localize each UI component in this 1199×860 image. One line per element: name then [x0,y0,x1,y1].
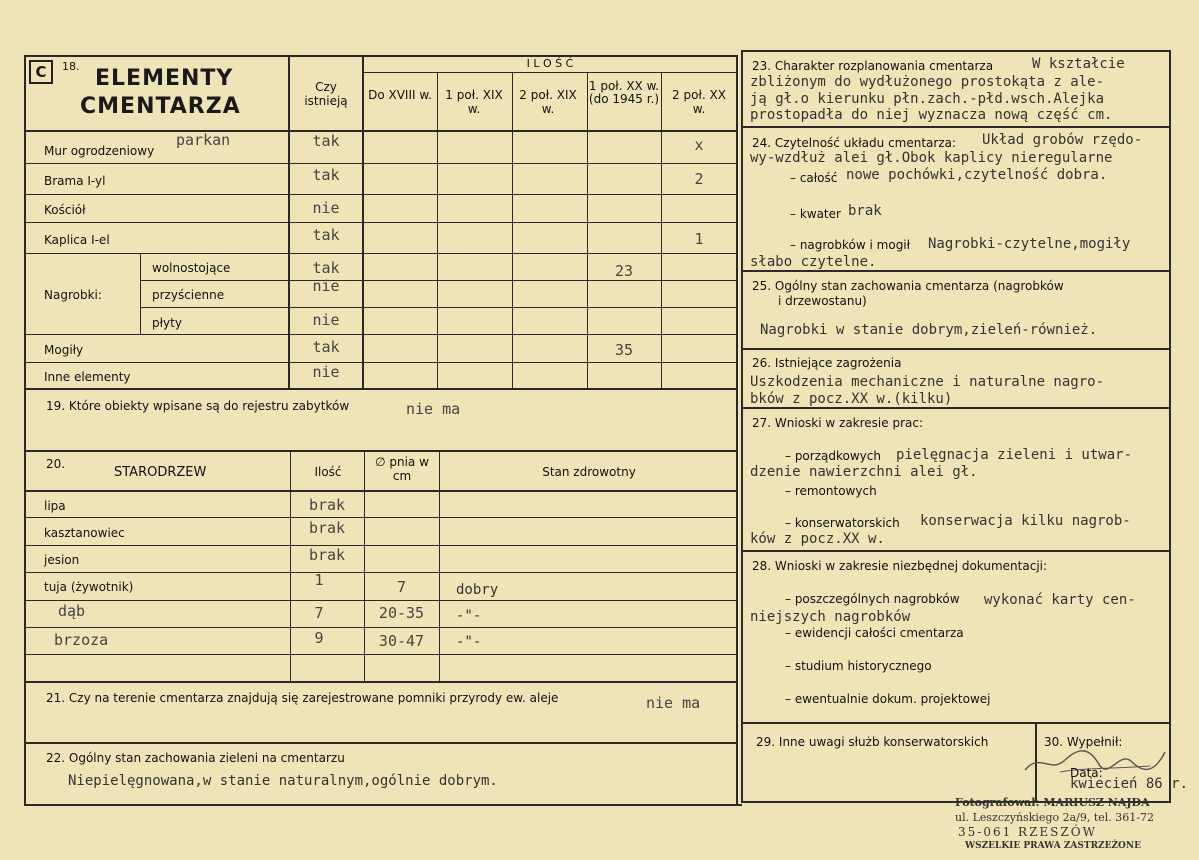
sec30-date-value: kwiecień 86 r. [1070,776,1189,792]
tree-qty: 9 [314,629,324,647]
row-wolnostojace-label: wolnostojące [152,261,231,275]
sec23-value-2: zbliżonym do wydłużonego prostokąta z ale- [750,74,1105,90]
sec28-label: 28. Wnioski w zakresie niezbędnej dokumentacji: [752,559,1048,573]
row-kaplica-label: Kaplica I-el [44,233,110,247]
row-wolnostojace-p4: 23 [614,262,634,280]
sec27-porz-label: – porządkowych [785,449,881,463]
col-exists-header: Czy istnieją [304,80,348,108]
row-mur-note: parkan [176,131,231,149]
row-inne-label: Inne elementy [44,370,131,384]
sec20-number: 20. [46,457,66,471]
row-plyty-label: płyty [152,316,182,330]
row-kosciol-label: Kościół [44,203,86,217]
sec29-label: 29. Inne uwagi służb konserwatorskich [756,735,989,749]
col-diam-header: ∅ pnia w cm [375,455,429,483]
sec21-label: 21. Czy na terenie cmentarza znajdują się zarejestrowane pomniki przyrody ew. aleje [46,691,559,705]
col-health-header: Stan zdrowotny [542,465,636,479]
row-przyscienne-label: przyścienne [152,288,225,302]
sec26-value-1: Uszkodzenia mechaniczne i naturalne nagro- [750,374,1105,390]
row-kaplica-p5: 1 [694,230,704,248]
sec27-kons-label: – konserwatorskich [785,516,900,530]
stamp-line-1: Fotografował: MARIUSZ NAJDA [955,796,1150,809]
row-kaplica-exists: tak [312,226,340,244]
sec24-nagrobkow-value-2: słabo czytelne. [750,254,877,270]
sec18-title-1: ELEMENTY [95,66,234,91]
sec23-value-3: ją gł.o kierunku płn.zach.-płd.wsch.Alejka [750,91,1105,107]
sec27-rem-label: – remontowych [785,484,877,498]
sec21-value: nie ma [646,694,701,712]
tree-name: tuja (żywotnik) [44,580,134,594]
tree-qty: 7 [314,604,324,622]
row-mogily-p4: 35 [614,341,634,359]
row-mogily-exists: tak [312,338,340,356]
tree-name: dąb [58,602,86,620]
period-5: 2 poł. XX w. [672,88,726,116]
sec28-poj-label: – poszczególnych nagrobków [785,592,960,606]
period-1: Do XVIII w. [368,88,432,102]
sec26-value-2: bków z pocz.XX w.(kilku) [750,391,953,407]
nagrobki-label: Nagrobki: [44,288,102,302]
row-brama-p5: 2 [694,170,704,188]
tree-name: brzoza [54,631,109,649]
sec24-kwater-value: brak [848,203,882,219]
stamp-line-2: ul. Leszczyńskiego 2a/9, tel. 361-72 [955,811,1155,824]
sec24-kwater-label: – kwater [790,207,841,221]
sec24-value-2: wy-wzdłuż alei gł.Obok kaplicy nieregularne [750,150,1113,166]
tree-qty: brak [308,546,346,564]
sec18-title-2: CMENTARZA [80,94,241,119]
sec24-nagrobkow-label: – nagrobków i mogił [790,238,911,252]
sec24-label: 24. Czytelność układu cmentarza: [752,136,957,150]
tree-qty: brak [308,519,346,537]
sec27-kons-value-2: ków z pocz.XX w. [750,531,885,547]
row-inne-exists: nie [312,363,340,381]
sec25-value: Nagrobki w stanie dobrym,zieleń-również. [760,322,1098,338]
sec24-calosc-value: nowe pochówki,czytelność dobra. [846,167,1108,183]
sec27-porz-value-2: dzenie nawierzchni alei gł. [750,464,978,480]
stamp-line-3: 35-061 RZESZÓW [958,825,1097,839]
period-3: 2 poł. XIX w. [519,88,577,116]
col-qty-header: Ilość [314,465,342,479]
col-ilosc-header: I L O Ś Ć [526,57,574,70]
sec28-ewid-label: – ewidencji całości cmentarza [785,626,964,640]
row-wolnostojace-exists: tak [312,259,340,277]
row-mur-exists: tak [312,132,340,150]
sec18-number: 18. [62,60,80,73]
sec28-poj-value-2: niejszych nagrobków [750,609,911,625]
sec19-value: nie ma [406,400,461,418]
sec28-poj-value-1: wykonać karty cen- [984,592,1136,608]
tree-diam: 20-35 [378,604,425,622]
row-brama-label: Brama I-yl [44,174,106,188]
sec19-label: 19. Które obiekty wpisane są do rejestru zabytków [46,399,350,413]
row-plyty-exists: nie [312,311,340,329]
period-2: 1 poł. XIX w. [445,88,503,116]
sec25-label-1: 25. Ogólny stan zachowania cmentarza (nagrobków [752,279,1064,293]
sec28-stud-label: – studium historycznego [785,659,932,673]
tree-health: dobry [456,582,499,598]
sec27-kons-value-1: konserwacja kilku nagrob- [920,513,1131,529]
sec23-label: 23. Charakter rozplanowania cmentarza [752,59,994,73]
sec30-date-label: Data: [1070,766,1103,780]
sec23-value-1: W kształcie [1032,56,1125,72]
tree-health: -"- [456,634,482,650]
stamp-line-4: WSZELKIE PRAWA ZASTRZEŻONE [965,841,1141,851]
tree-name: lipa [44,499,66,513]
row-mur-label: Mur ogrodzeniowy [44,144,155,158]
tree-name: kasztanowiec [44,526,125,540]
sec26-label: 26. Istniejące zagrożenia [752,356,902,370]
sec22-label: 22. Ogólny stan zachowania zieleni na cmentarzu [46,751,345,765]
sec23-value-4: prostopadła do niej wyznacza nową część cm. [750,107,1113,123]
tree-name: jesion [44,553,80,567]
row-kosciol-exists: nie [312,199,340,217]
sec20-title: STARODRZEW [114,465,207,480]
sec27-porz-value-1: pielęgnacja zieleni i utwar- [896,447,1133,463]
sec30-label: 30. Wypełnił: [1044,735,1123,749]
row-przyscienne-exists: nie [312,277,340,295]
corner-letter-box [29,60,53,84]
tree-diam: 30-47 [378,632,425,650]
tree-health: -"- [456,608,482,624]
row-brama-exists: tak [312,166,340,184]
tree-qty: 1 [314,571,324,589]
sec24-calosc-label: – całość [790,171,838,185]
sec22-value: Niepielęgnowana,w stanie naturalnym,ogólnie dobrym. [68,773,498,789]
sec25-label-2: i drzewostanu) [778,294,867,308]
corner-letter: C [35,63,47,81]
tree-diam: 7 [396,578,407,596]
sec27-label: 27. Wnioski w zakresie prac: [752,416,924,430]
row-mogily-label: Mogiły [44,343,84,357]
tree-qty: brak [308,496,346,514]
row-mur-p5: x [694,136,704,154]
sec28-proj-label: – ewentualnie dokum. projektowej [785,692,991,706]
sec24-nagrobkow-value-1: Nagrobki-czytelne,mogiły [928,236,1131,252]
period-4: 1 poł. XX w. (do 1945 r.) [588,79,660,106]
sec24-value-1: Układ grobów rzędo- [982,132,1143,148]
